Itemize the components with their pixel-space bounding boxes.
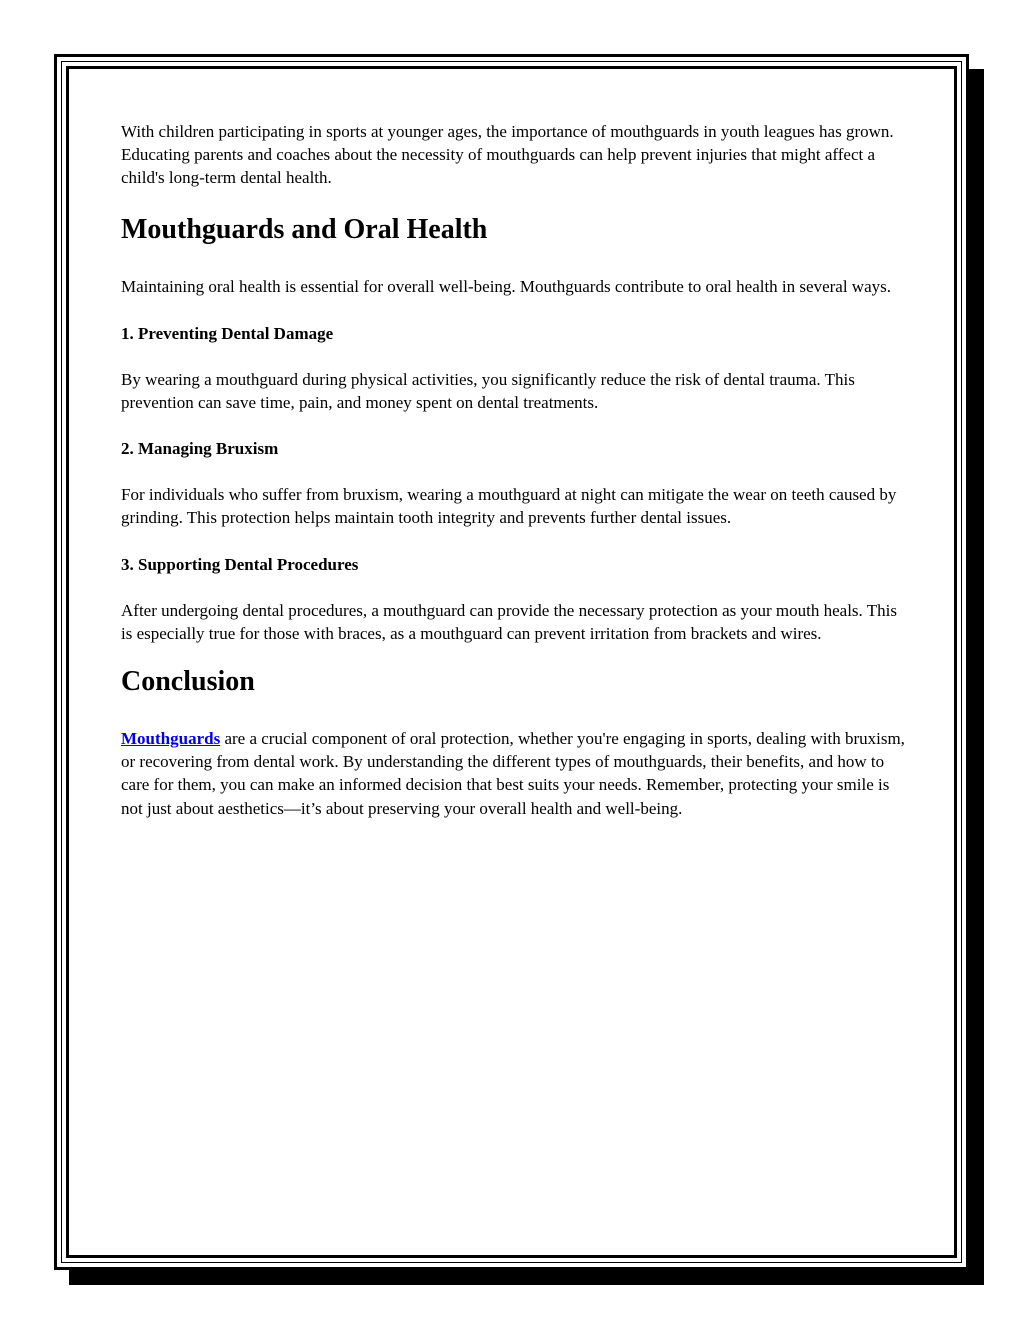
conclusion-paragraph-text: are a crucial component of oral protection, whether you're engaging in sports, dealing with bruxism, or recovering from dental work. By understanding the different types of mouthguards, their benefits, and how to care for them, you can make an informed decision that best suits your needs. Remember, protecting your smile is not just about aesthetics—it’s about preserving your overall health and well-being.: [121, 729, 905, 818]
conclusion-paragraph: [121, 727, 911, 820]
oral-health-paragraph: Maintaining oral health is essential for overall well-being. Mouthguards contribute to oral health in several ways.: [121, 276, 891, 296]
heading-preventing-dental-damage: 1. Preventing Dental Damage: [121, 323, 334, 343]
heading-supporting-dental-procedures: 3. Supporting Dental Procedures: [121, 554, 359, 574]
mouthguards-link[interactable]: Mouthguards: [121, 729, 221, 749]
heading-conclusion: Conclusion: [121, 666, 255, 698]
managing-bruxism-paragraph: For individuals who suffer from bruxism, wearing a mouthguard at night can mitigate the wear on teeth caused by grinding. This protection helps maintain tooth integrity and prevents further dental issues.: [121, 485, 897, 528]
intro-paragraph: With children participating in sports at younger ages, the importance of mouthguards in youth leagues has grown. Educating parents and coaches about the necessity of mouthguards can help prevent injuries that might affect a child's long-term dental health.: [121, 122, 894, 188]
supporting-dental-procedures-paragraph: After undergoing dental procedures, a mouthguard can provide the necessary protection as your mouth heals. This is especially true for those with braces, as a mouthguard can prevent irritation from brackets and wires.: [121, 600, 897, 643]
document-body: [121, 120, 911, 820]
heading-managing-bruxism: 2. Managing Bruxism: [121, 439, 279, 459]
preventing-dental-damage-paragraph: By wearing a mouthguard during physical activities, you significantly reduce the risk of dental trauma. This prevention can save time, pain, and money spent on dental treatments.: [121, 369, 855, 413]
heading-mouthguards-oral-health: Mouthguards and Oral Health: [121, 213, 488, 245]
